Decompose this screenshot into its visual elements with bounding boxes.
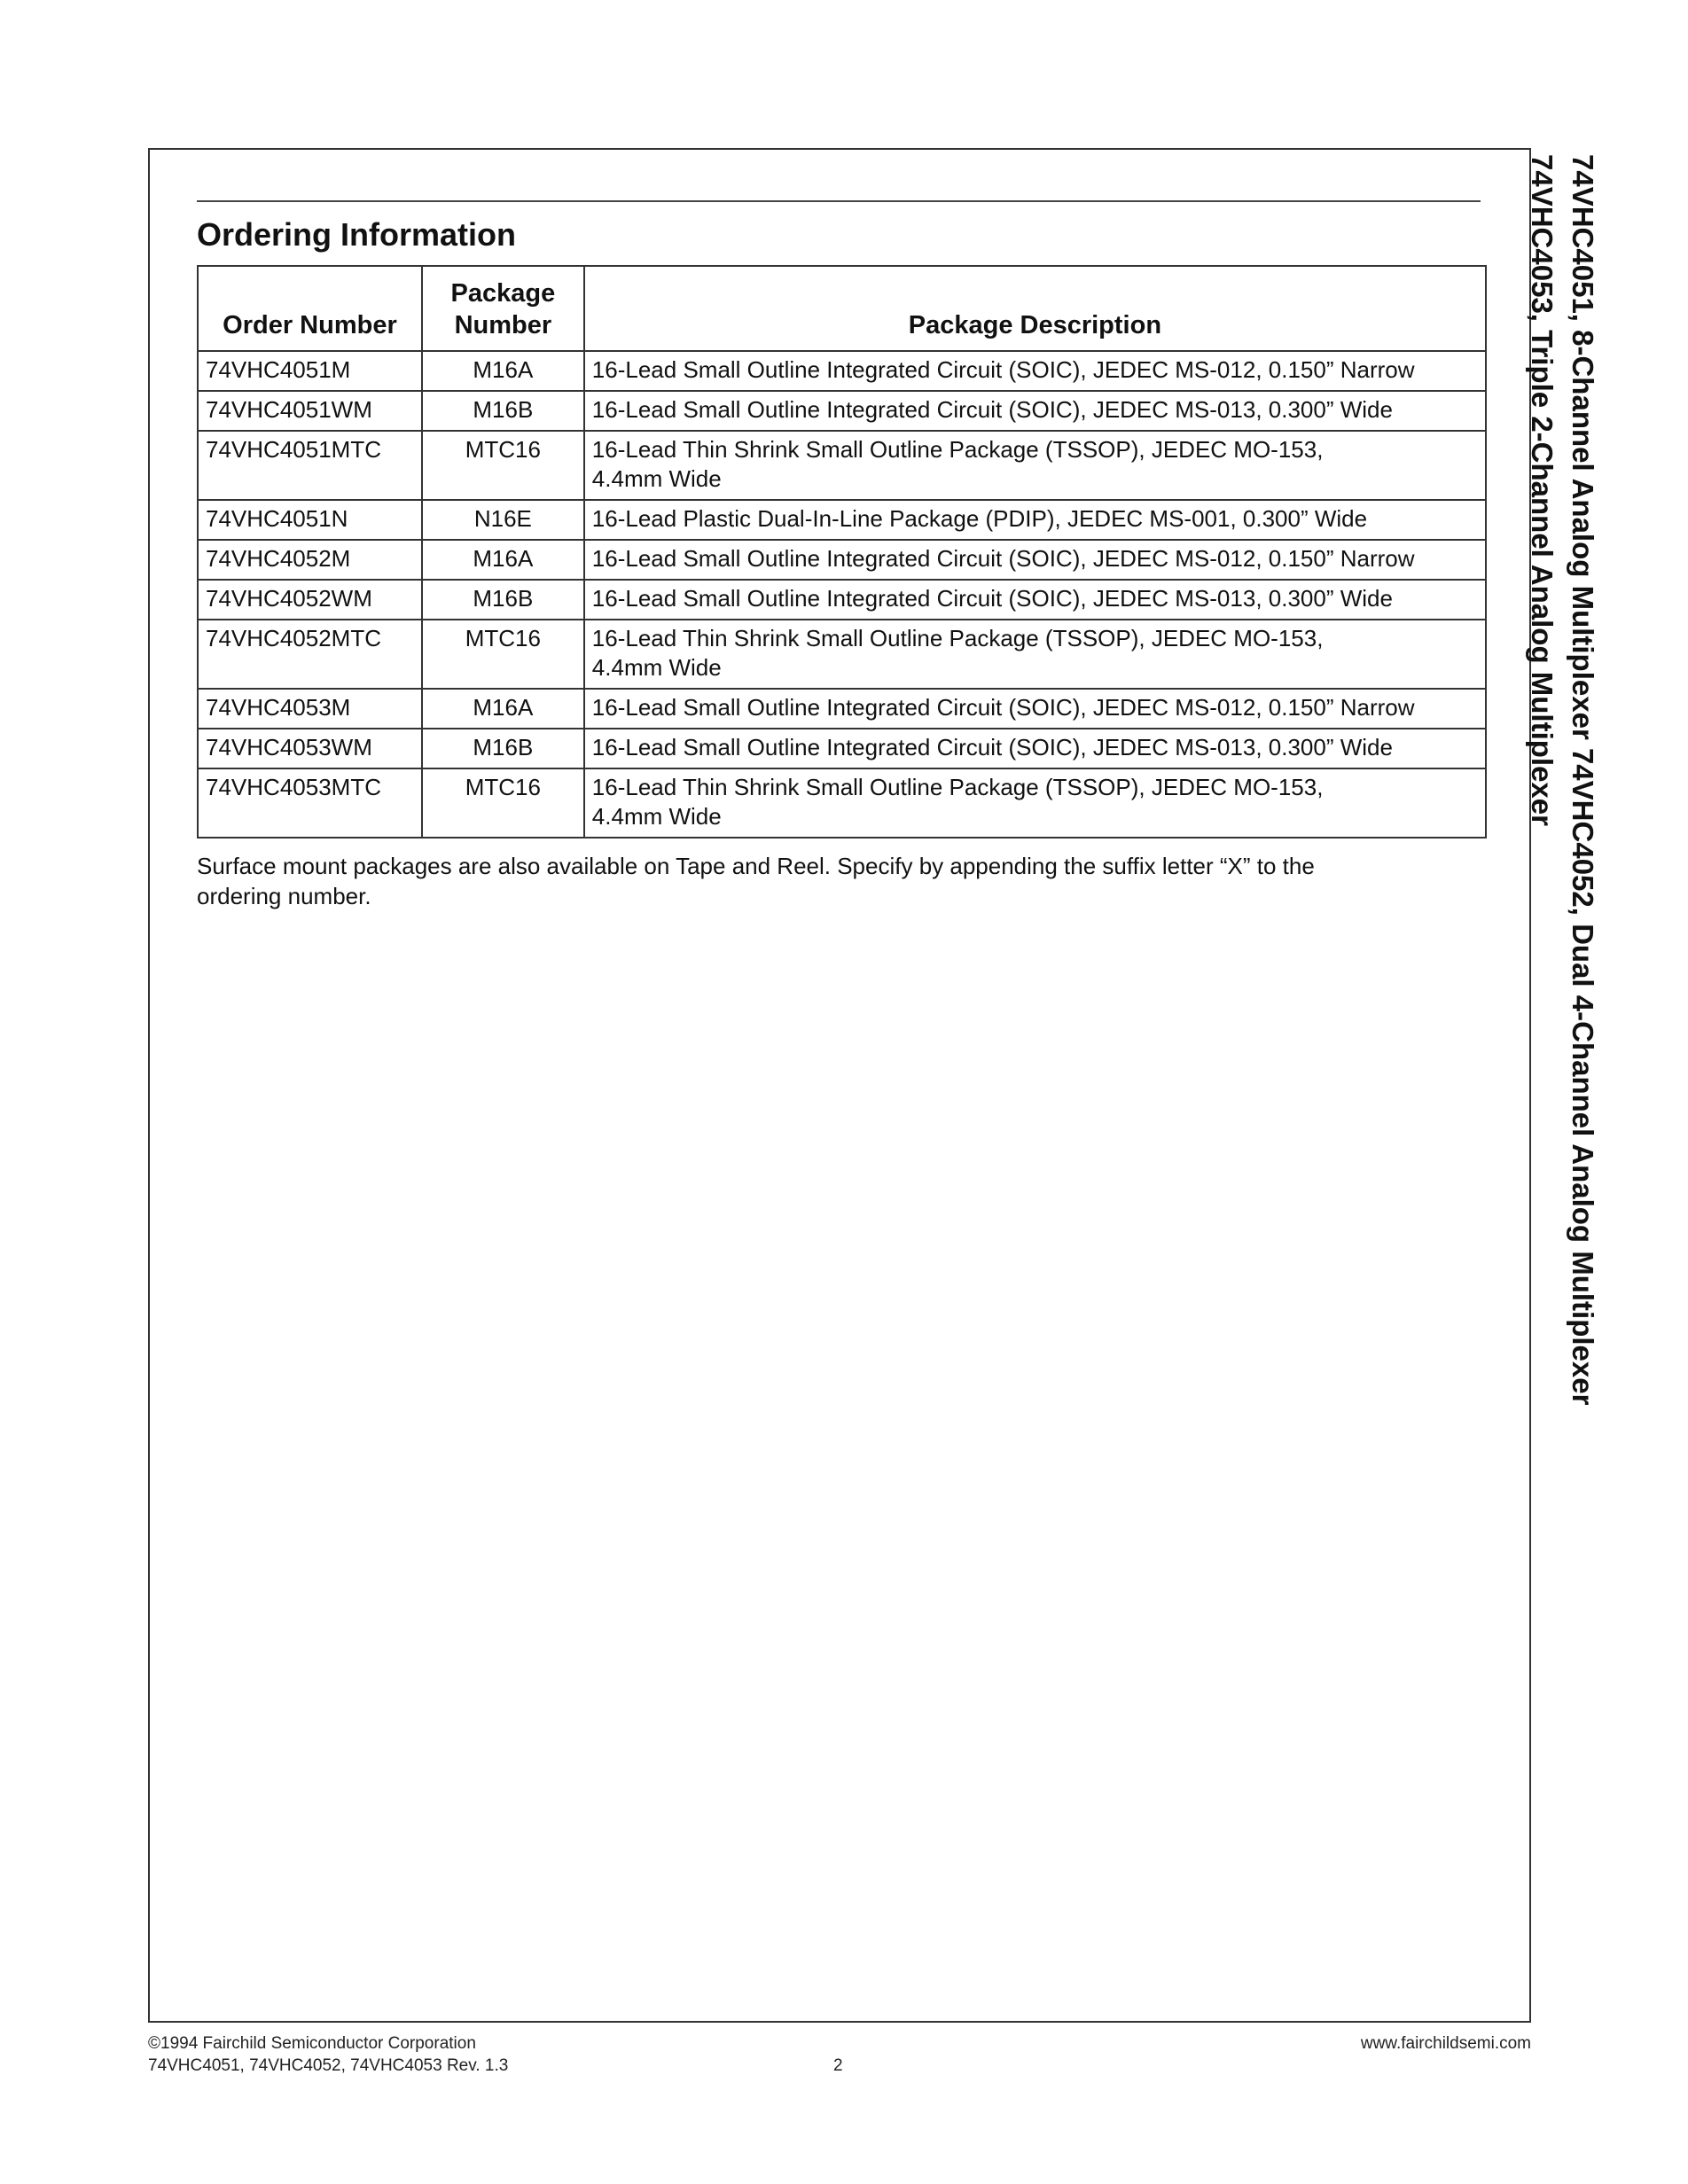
package-number-cell: MTC16	[422, 431, 584, 500]
package-description-cell	[584, 540, 1486, 580]
note-line-1: Surface mount packages are also available on Tape and Reel. Specify by appending the suffix letter “X” to the	[197, 853, 1315, 879]
order-number-cell: 74VHC4053WM	[198, 729, 422, 768]
description-line-1: 16-Lead Thin Shrink Small Outline Package (TSSOP), JEDEC MO-153,	[591, 625, 1324, 651]
header-package-number-line-1: Package	[450, 279, 556, 308]
table-row	[198, 351, 1486, 391]
package-description-cell	[584, 500, 1486, 540]
package-number-cell: M16A	[422, 540, 584, 580]
order-number-cell: 74VHC4052M	[198, 540, 422, 580]
description-line-1: 16-Lead Plastic Dual-In-Line Package (PDIP), JEDEC MS-001, 0.300” Wide	[591, 505, 1368, 532]
header-package-number-line-2: Number	[454, 311, 552, 339]
package-number-cell: MTC16	[422, 768, 584, 838]
package-description-cell	[584, 689, 1486, 729]
package-description-cell	[584, 620, 1486, 689]
ordering-table	[197, 265, 1487, 838]
order-number-cell: 74VHC4051WM	[198, 391, 422, 431]
package-number-cell: M16B	[422, 729, 584, 768]
table-row	[198, 620, 1486, 689]
footer-website: www.fairchildsemi.com	[1360, 2034, 1531, 2053]
order-number-cell: 74VHC4051N	[198, 500, 422, 540]
footer-copyright: ©1994 Fairchild Semiconductor Corporation	[148, 2034, 476, 2053]
tape-and-reel-note	[197, 851, 1473, 911]
order-number-cell: 74VHC4051M	[198, 351, 422, 391]
table-row	[198, 689, 1486, 729]
description-line-1: 16-Lead Small Outline Integrated Circuit (SOIC), JEDEC MS-013, 0.300” Wide	[591, 396, 1393, 423]
package-number-cell: M16B	[422, 580, 584, 620]
description-line-1: 16-Lead Small Outline Integrated Circuit (SOIC), JEDEC MS-012, 0.150” Narrow	[591, 694, 1415, 721]
side-document-title	[1521, 154, 1603, 1405]
description-line-1: 16-Lead Thin Shrink Small Outline Package (TSSOP), JEDEC MO-153,	[591, 436, 1324, 463]
side-title-line-1: 74VHC4051, 8-Channel Analog Multiplexer 74VHC4052, Dual 4-Channel Analog Multiplexer	[1567, 154, 1599, 1406]
header-package-description: Package Description	[584, 266, 1486, 351]
description-line-2: 4.4mm Wide	[591, 803, 722, 830]
order-number-cell: 74VHC4053MTC	[198, 768, 422, 838]
header-order-number: Order Number	[198, 266, 422, 351]
package-description-cell	[584, 580, 1486, 620]
package-description-cell	[584, 729, 1486, 768]
section-divider	[197, 200, 1481, 202]
package-number-cell: M16A	[422, 689, 584, 729]
description-line-1: 16-Lead Small Outline Integrated Circuit (SOIC), JEDEC MS-013, 0.300” Wide	[591, 585, 1393, 612]
section-title: Ordering Information	[197, 216, 516, 253]
footer-page-number: 2	[833, 2056, 843, 2075]
table-row	[198, 580, 1486, 620]
table-row	[198, 431, 1486, 500]
package-description-cell	[584, 431, 1486, 500]
package-number-cell: N16E	[422, 500, 584, 540]
note-line-2: ordering number.	[197, 883, 371, 909]
order-number-cell: 74VHC4052WM	[198, 580, 422, 620]
table-row	[198, 500, 1486, 540]
package-description-cell	[584, 391, 1486, 431]
order-number-cell: 74VHC4053M	[198, 689, 422, 729]
footer-revision: 74VHC4051, 74VHC4052, 74VHC4053 Rev. 1.3	[148, 2056, 509, 2075]
header-package-number	[422, 266, 584, 351]
table-header-row	[198, 266, 1486, 351]
description-line-1: 16-Lead Small Outline Integrated Circuit (SOIC), JEDEC MS-012, 0.150” Narrow	[591, 356, 1415, 383]
description-line-1: 16-Lead Thin Shrink Small Outline Package (TSSOP), JEDEC MO-153,	[591, 774, 1324, 800]
description-line-1: 16-Lead Small Outline Integrated Circuit (SOIC), JEDEC MS-013, 0.300” Wide	[591, 734, 1393, 760]
order-number-cell: 74VHC4051MTC	[198, 431, 422, 500]
description-line-2: 4.4mm Wide	[591, 465, 722, 492]
description-line-2: 4.4mm Wide	[591, 654, 722, 681]
package-description-cell	[584, 768, 1486, 838]
order-number-cell: 74VHC4052MTC	[198, 620, 422, 689]
package-description-cell	[584, 351, 1486, 391]
table-row	[198, 391, 1486, 431]
table-body	[198, 351, 1486, 838]
package-number-cell: M16A	[422, 351, 584, 391]
description-line-1: 16-Lead Small Outline Integrated Circuit (SOIC), JEDEC MS-012, 0.150” Narrow	[591, 545, 1415, 572]
table-row	[198, 768, 1486, 838]
package-number-cell: M16B	[422, 391, 584, 431]
table-row	[198, 540, 1486, 580]
package-number-cell: MTC16	[422, 620, 584, 689]
table-row	[198, 729, 1486, 768]
side-title-line-2: 74VHC4053, Triple 2-Channel Analog Multiplexer	[1526, 154, 1559, 826]
